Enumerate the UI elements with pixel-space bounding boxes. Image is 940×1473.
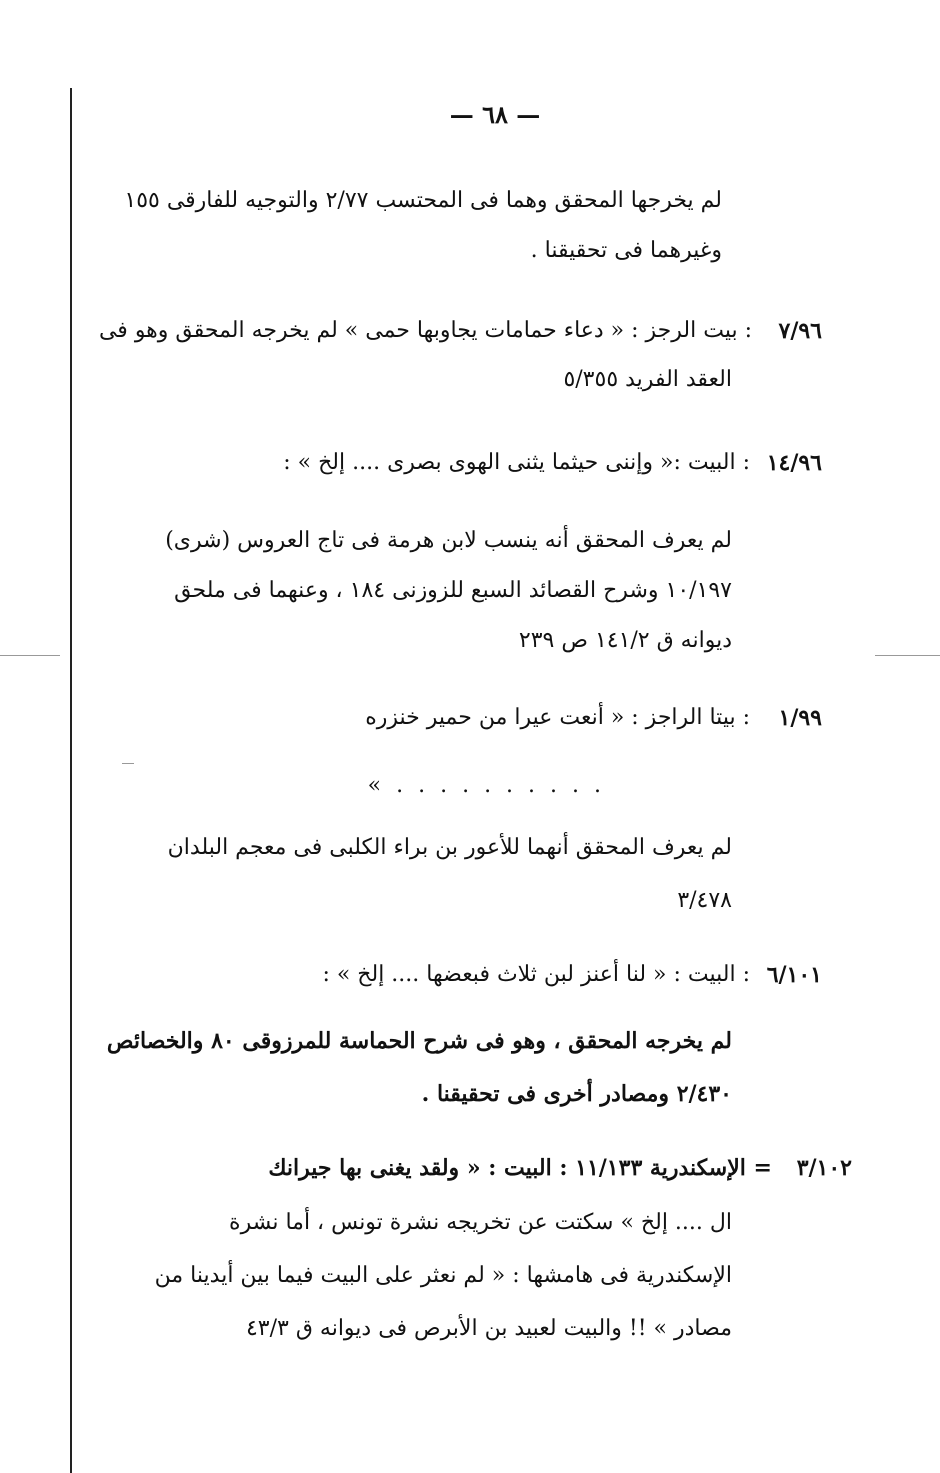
text-line: لم يخرجه المحقق ، وهو فى شرح الحماسة للمرزوقى ٨٠ والخصائص (106, 1028, 732, 1054)
text-line: ال .... إلخ » سكتت عن تخريجه نشرة تونس ، أما نشرة (229, 1210, 732, 1235)
binding-margin-line (70, 88, 72, 1473)
text-line: ٢/٤٣٠ ومصادر أخرى فى تحقيقنا . (421, 1081, 732, 1107)
text-line: ١٠/١٩٧ وشرح القصائد السبع للزوزنى ١٨٤ ، وعنهما فى ملحق (174, 578, 732, 603)
text-line: : البيت : « لنا أعنز لبن ثلاث فبعضها .... إلخ » : (322, 962, 750, 987)
note-reference: ٣/١٠٢ (796, 1155, 852, 1181)
text-line: = الإسكندرية ١١/١٣٣ : البيت : « ولقد يغنى بها جيرانك (268, 1155, 772, 1181)
text-line: العقد الفريد ٥/٣٥٥ (563, 367, 732, 392)
text-line: مصادر » !! والبيت لعبيد بن الأبرص فى ديوانه ق ٤٣/٣ (245, 1316, 732, 1341)
text-line: : بيتا الراجز : « أنعت عيرا من حمير خنزره (365, 705, 750, 730)
margin-tick (122, 763, 134, 764)
text-line: : بيت الرجز : « دعاء حمامات يجاوبها حمى » لم يخرجه المحقق وهو فى (98, 318, 752, 343)
page-number: — ٦٨ — (449, 100, 541, 129)
note-reference: ١٤/٩٦ (766, 450, 822, 476)
note-reference: ١/٩٩ (778, 705, 822, 731)
margin-tick (875, 655, 940, 656)
text-line: لم يعرف المحقق أنهما للأعور بن براء الكلبى فى معجم البلدان (167, 835, 732, 860)
text-line: : البيت :« وإننى حيثما يثنى الهوى بصرى .... إلخ » : (283, 450, 750, 475)
text-line: الإسكندرية فى هامشها : « لم نعثر على البيت فيما بين أيدينا من (154, 1263, 732, 1288)
note-reference: ٦/١٠١ (766, 962, 822, 988)
text-line: لم يخرجها المحقق وهما فى المحتسب ٢/٧٧ والتوجيه للفارقى ١٥٥ (124, 188, 722, 213)
text-line: وغيرهما فى تحقيقنا . (530, 238, 722, 263)
text-line: . . . . . . . . . . » (367, 773, 605, 798)
text-line: ديوانه ق ١٤١/٢ ص ٢٣٩ (518, 628, 732, 653)
margin-tick (0, 655, 60, 656)
text-line: ٣/٤٧٨ (677, 888, 732, 913)
note-reference: ٧/٩٦ (778, 318, 822, 344)
text-line: لم يعرف المحقق أنه ينسب لابن هرمة فى تاج العروس (شرى) (165, 528, 732, 553)
